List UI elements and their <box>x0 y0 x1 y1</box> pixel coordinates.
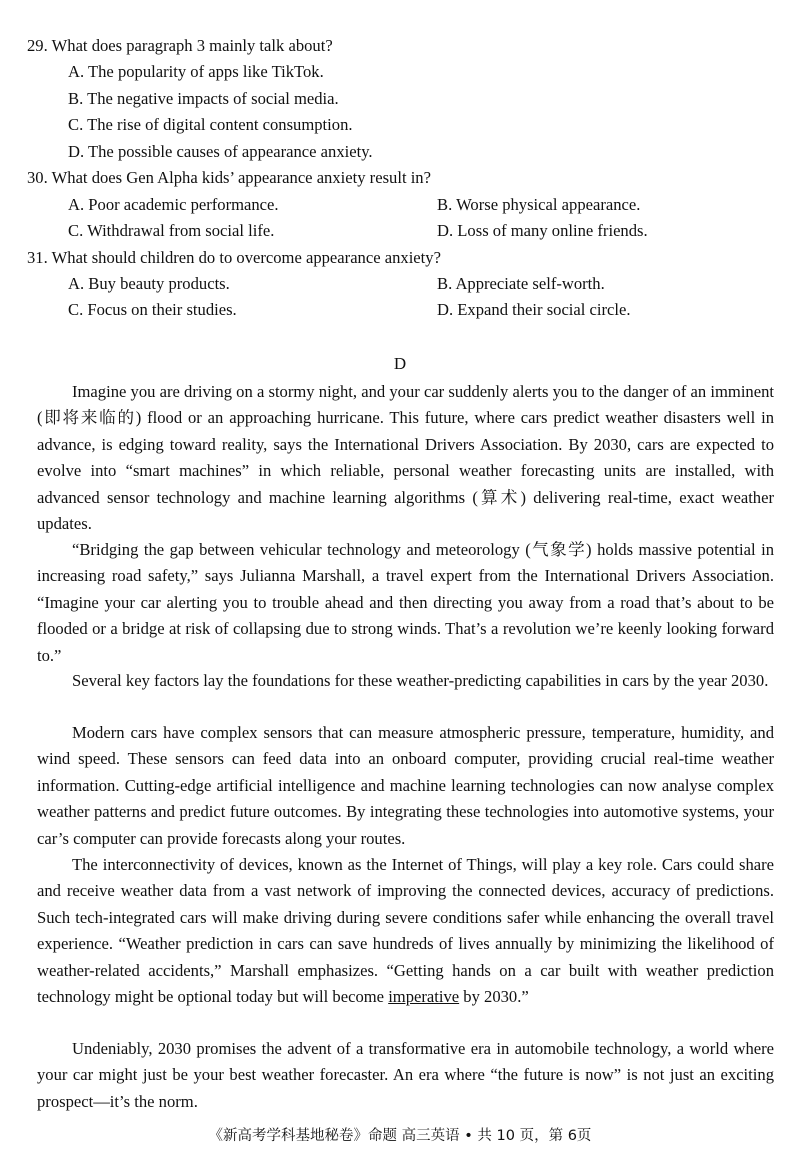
option-text: Worse physical appearance. <box>456 195 641 214</box>
option-text: The rise of digital content consumption. <box>87 115 353 134</box>
option-text: The negative impacts of social media. <box>87 89 339 108</box>
option-label: B. <box>437 195 453 214</box>
question-text: What does paragraph 3 mainly talk about? <box>51 36 333 55</box>
option-30-c[interactable] <box>68 221 274 241</box>
question-30-prompt <box>27 168 431 188</box>
option-label: C. <box>68 300 84 319</box>
option-label: B. <box>68 89 84 108</box>
question-31-prompt <box>27 248 441 268</box>
option-text: Buy beauty products. <box>88 274 230 293</box>
paragraph-5-tail: by 2030.” <box>459 987 529 1007</box>
question-number: 30. <box>27 168 48 187</box>
option-29-b[interactable] <box>68 89 339 109</box>
option-30-d[interactable] <box>437 221 648 241</box>
passage-paragraph-6: Undeniably, 2030 promises the advent of a transformative era in automobile technology, a world where your car might just be your best weather forecaster. An era where “the future is now” is not just an exciting prospect—it’s the norm. <box>37 1039 774 1111</box>
page-footer: 《新高考学科基地秘卷》命题 高三英语 • 共 10 页，第 6页 <box>208 1128 592 1144</box>
passage-paragraph-4: Modern cars have complex sensors that can measure atmospheric pressure, temperature, humidity, and wind speed. These sensors can feed data into an onboard computer, providing crucial real-time weather information. Cutting-edge artificial intelligence and machine learning technologies can now analyse complex weather patterns and predict future outcomes. By integrating these technologies into automotive systems, your car’s computer can provide forecasts along your routes. <box>37 723 774 848</box>
option-label: B. <box>437 274 453 293</box>
option-text: Expand their social circle. <box>457 300 631 319</box>
option-label: D. <box>437 300 454 319</box>
option-text: Appreciate self-worth. <box>455 274 605 293</box>
option-29-c[interactable] <box>68 115 353 135</box>
passage-paragraph-3: Several key factors lay the foundations for these weather-predicting capabilities in cars by the year 2030. <box>72 671 769 690</box>
option-label: A. <box>68 195 85 214</box>
option-31-c[interactable] <box>68 300 237 320</box>
passage-paragraph-1: Imagine you are driving on a stormy night, and your car suddenly alerts you to the danger of an imminent (即将来临的) flood or an approaching hurricane. This future, where cars predict weather disasters well in advance, is edging toward reality, says the International Drivers Association. By 2030, cars are expected to evolve into “smart machines” in which reliable, personal weather forecasting units are installed, with advanced sensor technology and machine learning algorithms (算术) delivering real-time, exact weather updates. <box>37 382 774 534</box>
option-label: D. <box>437 221 454 240</box>
passage-section-label: D <box>393 354 407 373</box>
option-label: C. <box>68 115 84 134</box>
question-29-prompt <box>27 36 333 56</box>
passage-paragraph-2: “Bridging the gap between vehicular technology and meteorology (气象学) holds massive potential in increasing road safety,” says Julianna Marshall, a travel expert from the International Drivers Association. “Imagine your car alerting you to trouble ahead and then directing you away from a road that’s about to be flooded or a bridge at risk of collapsing due to strong winds. That’s a revolution we’re keenly looking forward to.” <box>37 540 774 665</box>
underlined-word-imperative: imperative <box>388 987 460 1007</box>
question-number: 31. <box>27 248 48 267</box>
option-31-d[interactable] <box>437 300 631 320</box>
paragraph-5-body: The interconnectivity of devices, known as the Internet of Things, will play a key role. Cars could share and receive weather data from a vast network of improving the connected devices, accuracy of predictions. Such tech-integrated cars will make driving during severe conditions safer while enhancing the overall travel experience. “Weather prediction in cars can save hundreds of lives annually by minimizing the likelihood of weather-related accidents,” Marshall emphasizes. “Getting hands on a car built with weather prediction technology might be optional today but will become <box>37 855 774 1007</box>
option-label: C. <box>68 221 84 240</box>
passage-paragraph-5 <box>37 852 774 1010</box>
option-29-d[interactable] <box>68 142 373 162</box>
option-31-b[interactable] <box>437 274 605 294</box>
option-text: Loss of many online friends. <box>457 221 648 240</box>
option-text: The possible causes of appearance anxiety. <box>88 142 373 161</box>
option-text: Withdrawal from social life. <box>87 221 275 240</box>
option-label: D. <box>68 142 85 161</box>
option-31-a[interactable] <box>68 274 230 294</box>
question-number: 29. <box>27 36 48 55</box>
option-29-a[interactable] <box>68 62 324 82</box>
option-text: Focus on their studies. <box>87 300 237 319</box>
option-label: A. <box>68 62 85 81</box>
question-text: What should children do to overcome appearance anxiety? <box>51 248 441 267</box>
question-text: What does Gen Alpha kids’ appearance anxiety result in? <box>51 168 431 187</box>
option-30-a[interactable] <box>68 195 279 215</box>
option-label: A. <box>68 274 85 293</box>
option-text: The popularity of apps like TikTok. <box>88 62 324 81</box>
option-30-b[interactable] <box>437 195 640 215</box>
option-text: Poor academic performance. <box>88 195 279 214</box>
